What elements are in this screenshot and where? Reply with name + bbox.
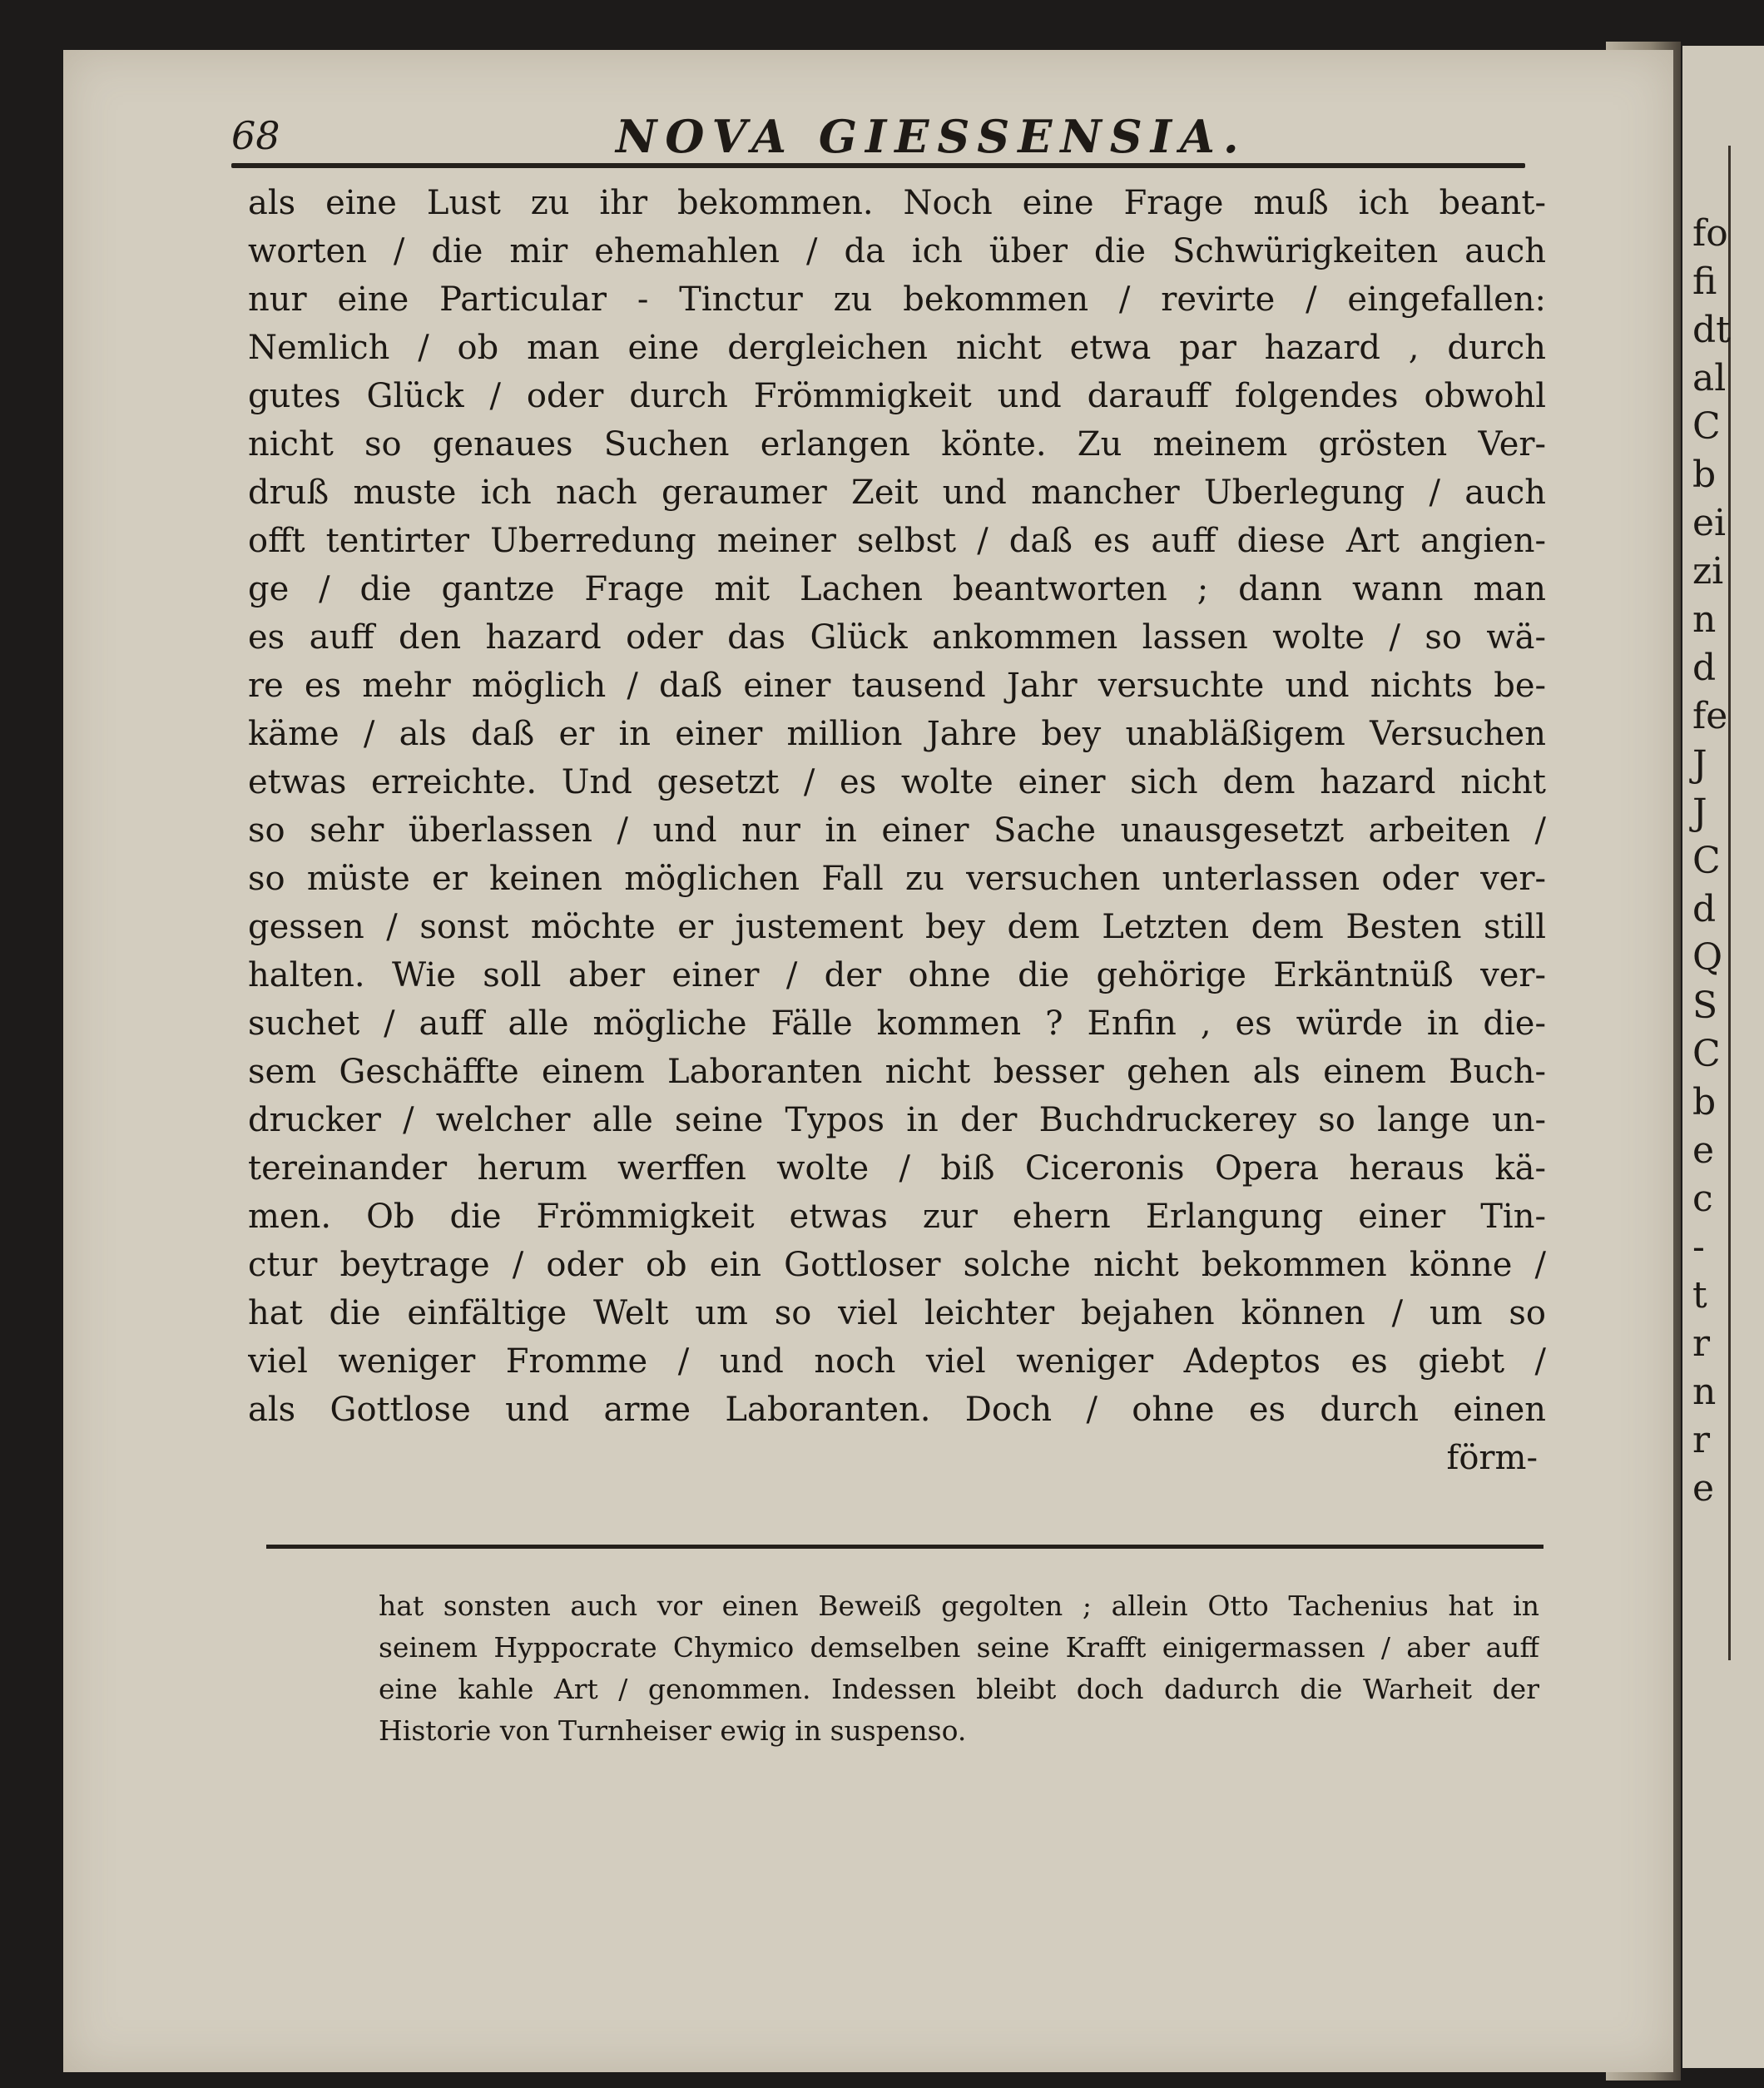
text-line: als eine Lust zu ihr bekommen. Noch eine Frage muß ich beant- — [248, 184, 1546, 222]
text-line: halten. Wie soll aber einer / der ohne die gehörige Erkäntnüß ver- — [248, 956, 1546, 994]
facing-page-fragment: Q — [1692, 936, 1723, 979]
footnote-rule — [266, 1545, 1544, 1549]
text-line: druß muste ich nach geraumer Zeit und mancher Uberlegung / auch — [248, 474, 1546, 512]
text-line: käme / als daß er in einer million Jahre bey unabläßigem Versuchen — [248, 715, 1546, 753]
text-line: nicht so genaues Suchen erlangen könte. Zu meinem grösten Ver- — [248, 425, 1546, 464]
text-line: so sehr überlassen / und nur in einer Sache unausgesetzt arbeiten / — [248, 811, 1546, 850]
text-line: als Gottlose und arme Laboranten. Doch / ohne es durch einen — [248, 1391, 1546, 1429]
facing-page-fragment: d — [1692, 647, 1717, 689]
facing-page-fragment: - — [1692, 1226, 1705, 1268]
facing-page-fragment: b — [1692, 454, 1717, 496]
text-line: nur eine Particular - Tinctur zu bekommen / revirte / eingefallen: — [248, 280, 1546, 319]
footnote-line: eine kahle Art / genommen. Indessen bleibt doch dadurch die Warheit der — [379, 1673, 1539, 1705]
text-line: Nemlich / ob man eine dergleichen nicht etwa par hazard , durch — [248, 329, 1546, 367]
text-line: so müste er keinen möglichen Fall zu versuchen unterlassen oder ver- — [248, 860, 1546, 898]
body-text — [248, 179, 1546, 1482]
footnote-line: hat sonsten auch vor einen Beweiß gegolten ; allein Otto Tachenius hat in — [379, 1590, 1539, 1622]
facing-page-fragment: fo — [1692, 212, 1728, 255]
facing-page-fragment: c — [1692, 1178, 1713, 1220]
footnote-line: seinem Hyppocrate Chymico demselben seine Krafft einigermassen / aber auff — [379, 1631, 1539, 1664]
text-line: etwas erreichte. Und gesetzt / es wolte einer sich dem hazard nicht — [248, 763, 1546, 801]
facing-page-fragment: n — [1692, 1371, 1717, 1413]
facing-page-fragment: zi — [1692, 550, 1724, 593]
text-line: es auff den hazard oder das Glück ankommen lassen wolte / so wä- — [248, 618, 1546, 657]
facing-page-fragment: fe — [1692, 695, 1728, 737]
facing-page-fragment: e — [1692, 1467, 1715, 1510]
text-line: ge / die gantze Frage mit Lachen beantworten ; dann wann man — [248, 570, 1546, 608]
facing-page-edge — [1682, 46, 1764, 2068]
text-line: tereinander herum werffen wolte / biß Ciceronis Opera heraus kä- — [248, 1149, 1546, 1188]
facing-page-fragment: r — [1692, 1322, 1711, 1365]
text-line: suchet / auff alle mögliche Fälle kommen ? Enfin , es würde in die- — [248, 1004, 1546, 1043]
facing-page-fragment: al — [1692, 357, 1727, 399]
facing-page-fragment: ei — [1692, 502, 1727, 544]
text-line: gessen / sonst möchte er justement bey dem Letzten dem Besten still — [248, 908, 1546, 946]
facing-page-fragment: C — [1692, 1033, 1721, 1075]
footnote-line: Historie von Turnheiser ewig in suspenso. — [379, 1714, 967, 1747]
facing-page-fragment: e — [1692, 1129, 1715, 1172]
facing-page-fragment: r — [1692, 1419, 1711, 1461]
facing-page-fragment: dt — [1692, 309, 1731, 351]
facing-page-fragment: d — [1692, 888, 1717, 930]
text-line: sem Geschäffte einem Laboranten nicht besser gehen als einem Buch- — [248, 1053, 1546, 1091]
running-title: NOVA GIESSENSIA. — [616, 110, 1247, 163]
text-line: re es mehr möglich / daß einer tausend Jahr versuchte und nichts be- — [248, 667, 1546, 705]
text-line: ctur beytrage / oder ob ein Gottloser solche nicht bekommen könne / — [248, 1246, 1546, 1284]
text-line: drucker / welcher alle seine Typos in der Buchdruckerey so lange un- — [248, 1101, 1546, 1139]
facing-page-fragment: t — [1692, 1274, 1707, 1317]
text-line: offt tentirter Uberredung meiner selbst / daß es auff diese Art angien- — [248, 522, 1546, 560]
page-header — [166, 107, 1514, 165]
facing-page-fragment: C — [1692, 405, 1721, 448]
header-rule — [231, 163, 1525, 168]
catchword: förm- — [1446, 1439, 1538, 1477]
facing-page-fragment: S — [1692, 984, 1718, 1027]
text-line: worten / die mir ehemahlen / da ich über die Schwürigkeiten auch — [248, 232, 1546, 270]
facing-page-fragment: n — [1692, 598, 1717, 641]
page-number: 68 — [231, 113, 280, 158]
facing-page-fragment: C — [1692, 840, 1721, 882]
text-line: hat die einfältige Welt um so viel leichter bejahen können / um so — [248, 1294, 1546, 1332]
facing-page-fragment: J — [1692, 743, 1707, 786]
facing-page-fragment: b — [1692, 1081, 1717, 1123]
text-line: gutes Glück / oder durch Frömmigkeit und darauff folgendes obwohl — [248, 377, 1546, 415]
facing-page-fragment: J — [1692, 791, 1707, 834]
facing-page-fragment: fi — [1692, 260, 1717, 303]
text-line: men. Ob die Frömmigkeit etwas zur ehern Erlangung einer Tin- — [248, 1198, 1546, 1236]
text-line: viel weniger Fromme / und noch viel weniger Adeptos es giebt / — [248, 1342, 1546, 1381]
footnote — [379, 1585, 1539, 1752]
